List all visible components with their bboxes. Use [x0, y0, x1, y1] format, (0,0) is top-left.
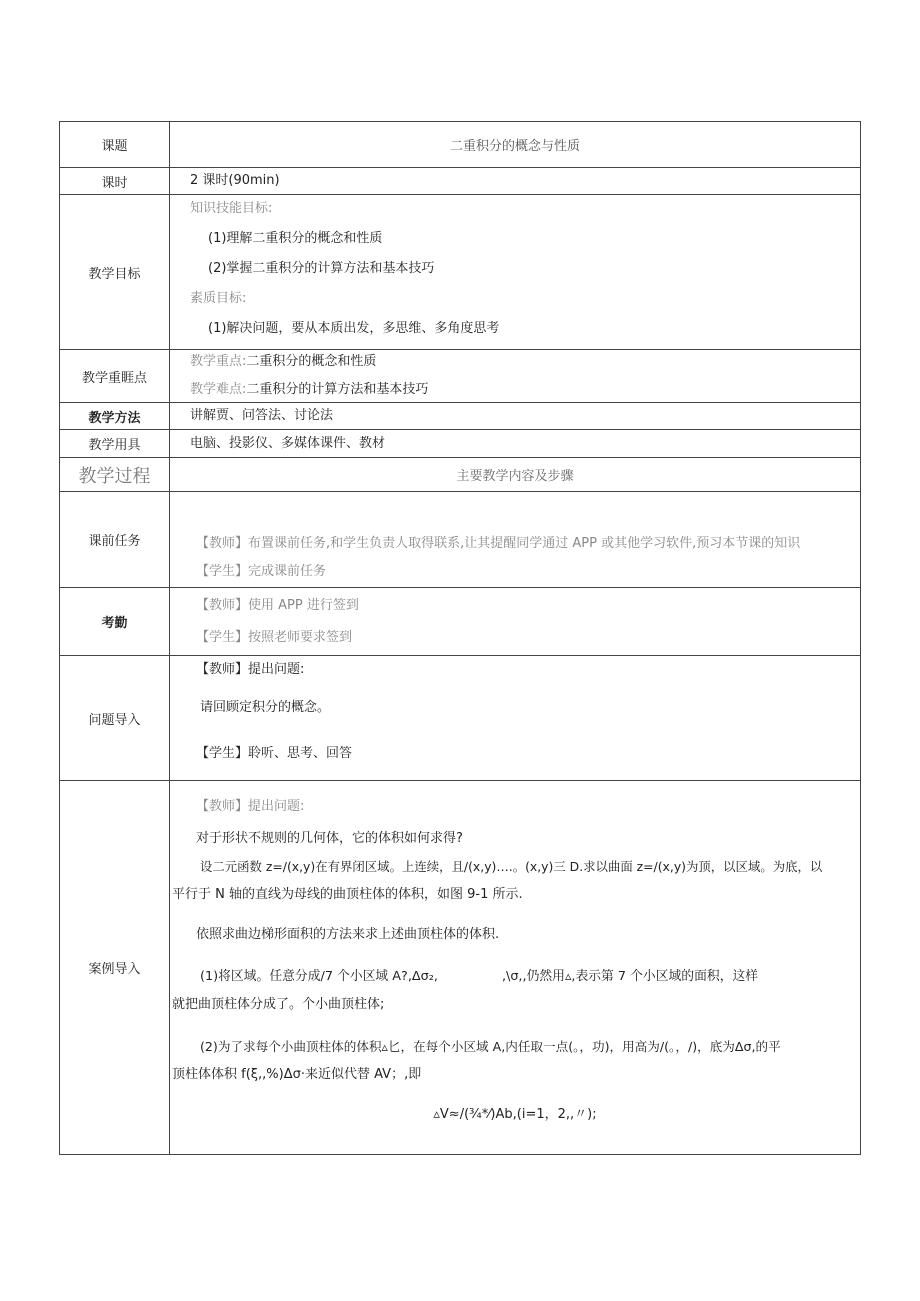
case-formula: ▵V≈/(¾*⁄)Ab,(i=1，2,,〃); [433, 1107, 597, 1122]
row-attendance [60, 588, 861, 656]
method-value: 讲解贾、问答法、讨论法 [190, 408, 334, 423]
row-key-points [60, 350, 861, 403]
attendance-student: 【学生】按照老师要求签到 [196, 629, 353, 645]
intro-label: 问题导入 [60, 656, 170, 781]
row-topic [60, 122, 861, 168]
case-paragraph-4a: (1)将区域。任意分成/7 个小区域 A?,Δσ₂, ,\σ,,仍然用▵,表示第 7 个小区域的面积，这样 [200, 969, 759, 984]
attendance-teacher: 【教师】使用 APP 进行签到 [196, 597, 359, 613]
process-heading: 主要教学内容及步骤 [170, 458, 861, 492]
case-paragraph-2b: 平行于 N 轴的直线为母线的曲顶柱体的体积，如图 9-1 所示. [172, 887, 523, 902]
topic-label: 课题 [60, 122, 170, 168]
intro-student: 【学生】聆听、思考、回答 [196, 746, 353, 761]
topic-title: 二重积分的概念与性质 [170, 122, 861, 168]
quality-objectives-heading: 素质目标: [190, 291, 247, 306]
pre-task-label: 课前任务 [60, 492, 170, 588]
difficult-point-line [170, 380, 860, 400]
key-points-label: 教学重睚点 [60, 350, 170, 403]
key-point-text: 二重积分的概念和性质 [246, 354, 377, 369]
difficult-point-prefix: 教学难点: [190, 382, 247, 397]
case-paragraph-3: 依照求曲边梯形面积的方法来求上述曲顶柱体的体积. [196, 927, 500, 942]
hours-value: 2 课时(90min) [190, 173, 280, 188]
case-paragraph-5b: 顶柱体体积 f(ξ,,%)Δσ·来近似代替 AV；,即 [172, 1067, 422, 1082]
knowledge-objective-1: (1)理解二重积分的概念和性质 [208, 231, 383, 246]
pre-task-student: 【学生】完成课前任务 [196, 564, 327, 579]
case-paragraph-4b: 就把曲顶柱体分成了。个小曲顶柱体; [172, 997, 385, 1012]
row-case [60, 781, 861, 1155]
row-tools [60, 430, 861, 458]
case-teacher: 【教师】提出问题: [196, 799, 305, 814]
key-point-line [170, 352, 860, 372]
intro-question: 请回顾定积分的概念。 [200, 700, 331, 715]
hours-label: 课时 [60, 168, 170, 195]
row-objectives [60, 195, 861, 350]
row-method [60, 403, 861, 430]
row-process-header [60, 458, 861, 492]
tools-label: 教学用具 [60, 430, 170, 458]
objectives-label: 教学目标 [60, 195, 170, 350]
key-point-prefix: 教学重点: [190, 354, 247, 369]
row-intro [60, 656, 861, 781]
row-pre-task [60, 492, 861, 588]
knowledge-objective-2: (2)掌握二重积分的计算方法和基本技巧 [208, 261, 435, 276]
intro-teacher: 【教师】提出问题: [196, 662, 305, 677]
knowledge-objectives-heading: 知识技能目标: [190, 201, 273, 216]
difficult-point-text: 二重积分的计算方法和基本技巧 [246, 382, 429, 397]
case-paragraph-5a: (2)为了求每个小曲顶柱体的体积▵匕，在每个小区域 A,内任取一点(。，功)，用高为/(。，/)，底为Δσ,的平 [200, 1039, 781, 1054]
lesson-plan-table [59, 121, 861, 1155]
tools-value: 电脑、投影仪、多媒体课件、教材 [190, 435, 386, 451]
case-paragraph-2a: 设二元函数 z=/(x,y)在有界闭区域。上连续，且/(x,y)….。(x,y)三 D.求以曲面 z=/(x,y)为顶，以区域。为底，以 [200, 859, 823, 874]
method-label: 教学方法 [60, 403, 170, 430]
case-paragraph-1: 对于形状不规则的几何体，它的体积如何求得? [196, 831, 463, 846]
attendance-label: 考勤 [60, 588, 170, 656]
case-label: 案例导入 [60, 781, 170, 1155]
process-label: 教学过程 [60, 458, 170, 492]
pre-task-teacher: 【教师】布置课前任务,和学生负责人取得联系,让其提醒同学通过 APP 或其他学习软件,预习本节课的知识 [196, 536, 801, 551]
row-hours [60, 168, 861, 195]
quality-objective-1: (1)解决问题，要从本质出发，多思维、多角度思考 [208, 321, 500, 336]
